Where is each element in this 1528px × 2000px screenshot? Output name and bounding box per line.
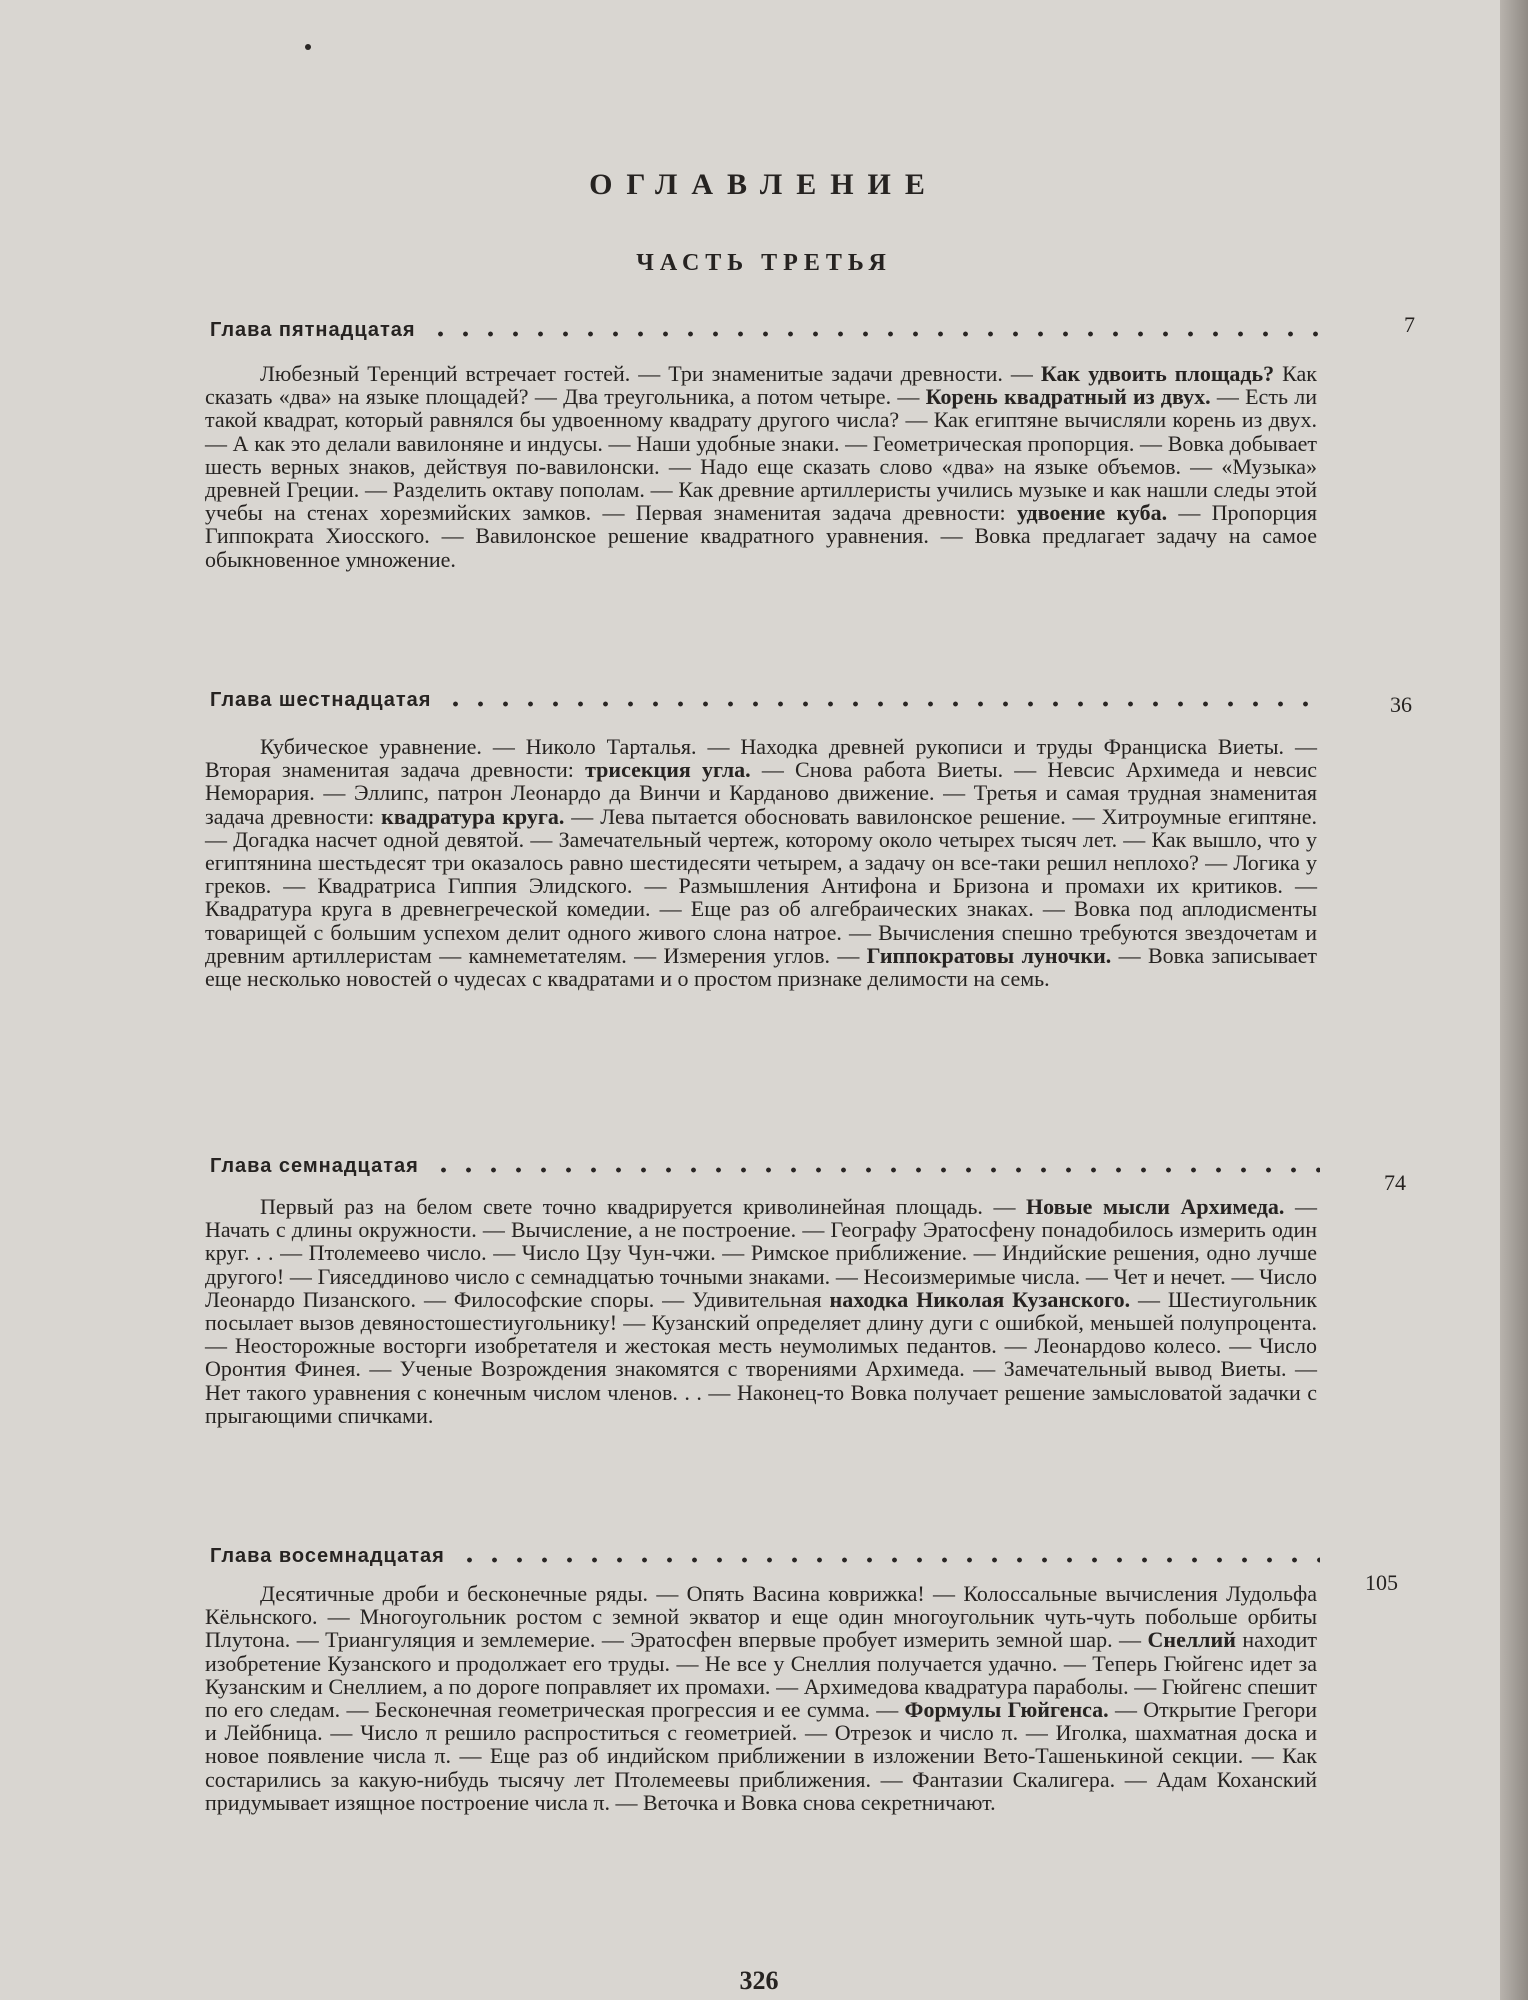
chapter-title: Глава шестнадцатая [210,689,432,711]
chapter-page-number: 105 [1365,1570,1398,1595]
part-title: ЧАСТЬ ТРЕТЬЯ [636,250,892,276]
summary-text: — Есть ли такой квадрат, который равнялся бы удвоенному квадрату другого числа? — Как египтяне вычисляли корень из двух. — А как это делали вавилоняне и индусы. — Наши удобные знаки. — Геометрическая пропорция. — Вовка добывает шесть верных знаков, действуя по-вавилонски. — Надо еще сказать слово «два» на языке объемов. — «Музыка» древней Греции. — Разделить октаву пополам. — Как древние артиллеристы учились музыке и как нашли следы этой учебы на стенах хорезмийских замков. — Первая знаменитая задача древности: [205,384,1317,526]
dot-leader [457,1557,1320,1563]
bold-phrase: Гиппократовы луночки. [866,942,1112,968]
summary-text: Любезный Теренций встречает гостей. — Три знаменитые задачи древности. — [260,361,1041,386]
summary-text: — Вовка записывает еще несколько новостей о чудесах с квадратами и о простом признаке делимости на семь. [205,942,1317,992]
chapter-summary [205,362,1317,571]
chapter-heading [210,312,1320,342]
bold-phrase: удвоение куба. [1016,500,1168,526]
bold-phrase: Снеллий [1147,1627,1236,1653]
chapter-summary [205,735,1317,990]
dot-leader [428,331,1320,337]
chapter-summary [205,1582,1317,1814]
bold-phrase: Формулы Гюйгенса. [904,1697,1109,1723]
bold-phrase: Корень квадратный из двух. [925,384,1211,410]
page-edge [1500,0,1528,2000]
bold-phrase: квадратура круга. [381,803,565,829]
page-number: 326 [739,1966,779,1995]
ink-speck [305,44,311,50]
summary-text: Как сказать «два» на языке площадей? — Два треугольника, а потом четыре. — [205,361,1317,410]
bold-phrase: находка Николая Кузанского. [829,1286,1131,1312]
chapter-page-number: 74 [1384,1170,1406,1195]
summary-text: — Шестиугольник посылает вызов девяностошестиугольнику! — Кузанский определяет длину дуги с ошибкой, меньшей полупроцента. — Неосторожные восторги изобретателя и жестокая месть неумолимых педантов. — Леонардово колесо. — Число Оронтия Финея. — Ученые Возрождения знакомятся с творениями Архимеда. — Замечательный вывод Виеты. — Нет такого уравнения с конечным числом членов. . . — Наконец-то Вовка получает решение замысловатой задачки с прыгающими спичками. [205,1286,1317,1428]
chapter-title: Глава семнадцатая [210,1155,419,1177]
dot-leader [443,701,1320,707]
summary-text: — Лева пытается обосновать вавилонское решение. — Хитроумные египтяне. — Догадка насчет одной девятой. — Замечательный чертеж, которому около четырех тысяч лет. — Как вышло, что у египтянина шестьдесят три оказалось равно шестидесяти четырем, а задачу он все-таки решил неплохо? — Логика у греков. — Квадратриса Гиппия Элидского. — Размышления Антифона и Бризона и промахи их критиков. — Квадратура круга в древнегреческой комедии. — Еще раз об алгебраических знаках. — Вовка под аплодисменты товарищей с большим успехом делит одного живого слона натрое. — Вычисления спешно требуются звездочетам и древним артиллеристам — камнеметателям. — Измерения углов. — [205,803,1318,968]
chapter-heading [210,682,1320,712]
summary-text: Кубическое уравнение. — Николо Тарталья. — Находка древней рукописи и труды Франциска Виеты. — Вторая знаменитая задача древности: [205,734,1317,783]
summary-text: — Снова работа Виеты. — Невсис Архимеда и невсис Неморария. — Эллипс, патрон Леонардо да Винчи и Карданово движение. — Третья и самая трудная знаменитая задача древности: [205,757,1318,829]
summary-text: Первый раз на белом свете точно квадрируется криволинейная площадь. — [260,1194,1027,1219]
chapter-title: Глава пятнадцатая [210,319,416,341]
summary-text: находит изобретение Кузанского и продолжает его труды. — Не все у Снеллия получается удачно. — Теперь Гюйгенс идет за Кузанским и Снеллием, а по дороге поправляет их промахи. — Архимедова квадратура параболы. — Гюйгенс спешит по его следам. — Бесконечная геометрическая прогрессия и ее сумма. — [205,1627,1317,1723]
summary-text: — Пропорция Гиппократа Хиосского. — Вавилонское решение квадратного уравнения. — Вовка предлагает задачу на самое обыкновенное умножение. [205,500,1317,572]
bold-phrase: Как удвоить площадь? [1040,361,1275,386]
chapter-title: Глава восемнадцатая [210,1545,445,1567]
summary-text: — Открытие Грегори и Лейбница. — Число π решило распроститься с геометрией. — Отрезок и число π. — Иголка, шахматная доска и новое появление числа π. — Еще раз об индийском приближении в изложении Вето-Ташенькиной секции. — Как состарились за какую-нибудь тысячу лет Птолемеевы приближения. — Фантазии Скалигера. — Адам Коханский придумывает изящное построение числа π. — Веточка и Вовка снова секретничают. [205,1697,1317,1815]
chapter-page-number: 36 [1390,692,1412,717]
chapter-heading [210,1148,1320,1178]
summary-text: — Начать с длины окружности. — Вычисление, а не построение. — Географу Эратосфену понадобилось измерить один круг. . . — Птолемеево число. — Число Цзу Чун-чжи. — Римское приближение. — Индийские решения, одно лучше другого! — Гияседдиново число с семнадцатью точными знаками. — Несоизмеримые числа. — Чет и нечет. — Число Леонардо Пизанского. — Философские споры. — Удивительная [205,1194,1317,1312]
dot-leader [431,1167,1320,1173]
chapter-page-number: 7 [1404,312,1415,337]
bold-phrase: Новые мысли Архимеда. [1026,1194,1285,1219]
bold-phrase: трисекция угла. [585,757,751,783]
chapter-summary [205,1195,1317,1427]
page-title: ОГЛАВЛЕНИЕ [589,168,939,201]
chapter-heading [210,1538,1320,1568]
summary-text: Десятичные дроби и бесконечные ряды. — Опять Васина коврижка! — Колоссальные вычисления Лудольфа Кёльнского. — Многоугольник ростом с земной экватор и еще один многоугольник чуть-чуть побольше орбиты Плутона. — Триангуляция и землемерие. — Эратосфен впервые пробует измерить земной шар. — [205,1581,1317,1653]
